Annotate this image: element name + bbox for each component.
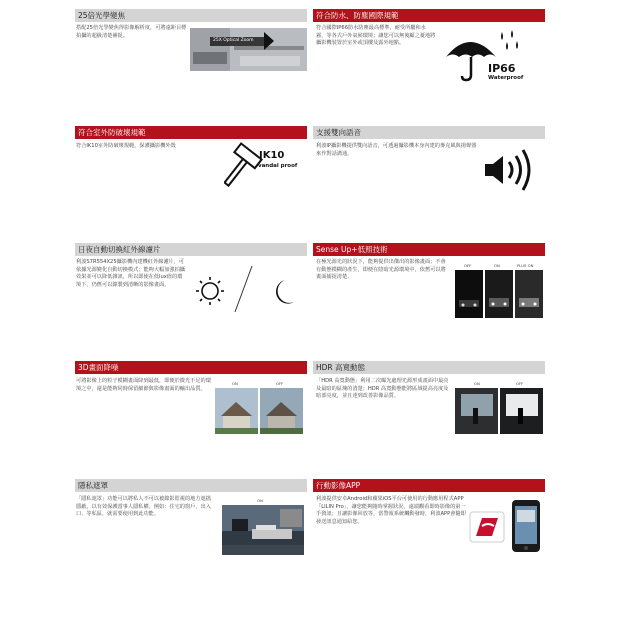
section-title: 日夜自動切換紅外線濾片 <box>75 243 307 256</box>
section-ip66 <box>313 9 545 22</box>
section-title: 行動影像APP <box>313 479 545 492</box>
section-title: HDR 高寬動態 <box>313 361 545 374</box>
section-ik10 <box>75 126 307 139</box>
section-sense-up <box>313 243 545 256</box>
section-mobile-app <box>313 479 545 492</box>
section-description: 符合國際IP66防水防塵最高標準，耐受所屬和水霧，等各式戶外氣候環境；讓您可以無後顧之憂地將攝影機裝置於室外或頂樓及露外地點。 <box>316 25 436 47</box>
section-title: 符合室外防破壞規範 <box>75 126 307 139</box>
vandal-proof-label: vandal proof <box>258 163 298 169</box>
section-day-night <box>75 243 307 256</box>
section-description: 利波提供安卓Android和蘋果iOS平台可使用的行動應用程式APP「LILIN Pro」，讓您能夠隨時掌握狀況，遠端觀看即時影像的第一手資訊；且讓影像回放等，當警報系統觸動發時，利波APP會隨即發送訊息通知給您。 <box>316 496 466 525</box>
section-privacy-mask <box>75 479 307 492</box>
section-two-way-audio <box>313 126 545 139</box>
zoom-overlay-label: 25X Optical Zoom <box>213 38 254 43</box>
section-description: 「隱私遮罩」功能可以將私人不可以被錄影監視的地方遮擋隱蔽，以有效保護當事人隱私權。例如：住宅的窗戶、出入口、等私區，就需要使用到此功能。 <box>76 496 211 518</box>
section-title: 25倍光學變焦 <box>75 9 307 22</box>
hdr-photos <box>455 388 543 434</box>
section-hdr <box>313 361 545 374</box>
section-description: 利波IP攝影機提供雙向語音，可透過攝影機本身內建的麥克風與揚聲器來作對話溝通。 <box>316 143 477 157</box>
ip66-label: IP66 <box>488 62 516 75</box>
compare-label-on: ON <box>232 381 238 386</box>
section-description: 「HDR 高寬動態」利用二次曝光處理光源形成畫面中最亮及最暗的區塊的清楚；HDR 高寬動態能將區域提高亮度及暗部亮度，並且達到改善影像品質。 <box>316 378 449 400</box>
app-devices-illustration <box>468 496 543 556</box>
section-title: Sense Up+低照技術 <box>313 243 545 256</box>
privacy-mask-photo <box>222 505 304 555</box>
umbrella-icon <box>440 27 530 83</box>
section-description: 搭配25倍光學變焦得影像解析度，可將遠距目標拍攝的超級清楚補捉。 <box>76 25 187 39</box>
waterproof-label: Waterproof <box>488 75 524 81</box>
hammer-icon <box>224 142 304 192</box>
section-optical-zoom <box>75 9 307 22</box>
compare-label-plus-on: PLUS ON <box>517 263 534 268</box>
compare-label-off: OFF <box>516 381 524 386</box>
compare-label-off: OFF <box>464 263 472 268</box>
section-title: 符合防水、防塵國際規範 <box>313 9 545 22</box>
section-3d-dnr <box>75 361 307 374</box>
section-description: 可將影像上的粒子模糊畫面降到最低，即便於微光不足的環境之中，還是能夠同時保留細節與影像畫面的輸出品質。 <box>76 378 211 392</box>
section-description: 利波S7R554X25攝影機內建機紅外線濾片，可依據光源變化自動切換模式；能夠大幅加強拍攝效果並可以降低雜訊，所以即使在低lux值的環境下，仍舊可以錄製到清晰的影像畫面。 <box>76 259 185 288</box>
ik10-label: IK10 <box>259 150 285 161</box>
sense-up-photos <box>455 270 543 318</box>
section-title: 隱私遮罩 <box>75 479 307 492</box>
compare-label-on: ON <box>257 498 263 503</box>
speaker-icon <box>483 146 543 196</box>
section-title: 支援雙向語音 <box>313 126 545 139</box>
compare-label-off: OFF <box>276 381 284 386</box>
section-description: 符合IK10室外防破壞規範，保護攝影機外殼 <box>76 143 176 149</box>
section-description: 在極光源光的狀況下，能夠提供出傑出的影像畫面；不會有動態模糊的產生，即便在陰暗光源環境中，依舊可以將畫面捕捉清楚。 <box>316 259 446 281</box>
section-title: 3D畫面降噪 <box>75 361 307 374</box>
compare-label-on: ON <box>474 381 480 386</box>
zoom-photo <box>190 28 307 71</box>
dnr-photos <box>215 388 303 434</box>
day-night-icon <box>190 262 305 316</box>
compare-label-on: ON <box>494 263 500 268</box>
